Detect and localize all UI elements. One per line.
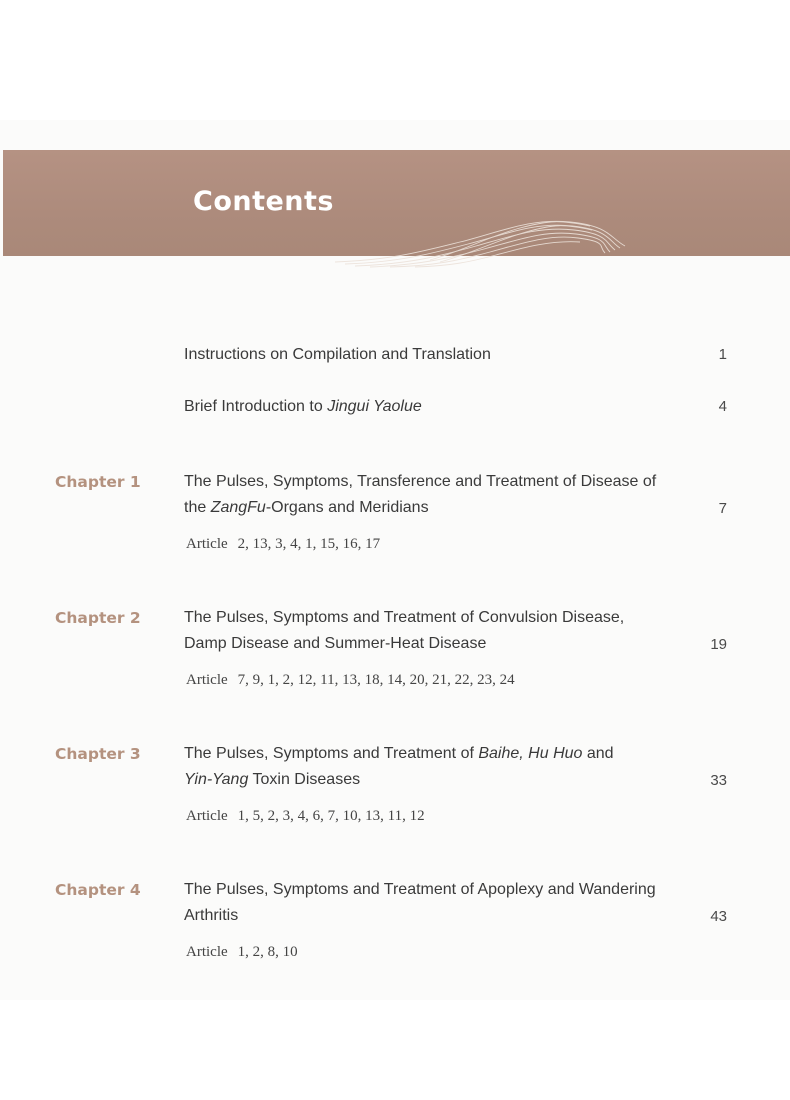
toc-entry-introduction[interactable] <box>184 394 422 420</box>
article-numbers: 7, 9, 1, 2, 12, 11, 13, 18, 14, 20, 21, 22, 23, 24 <box>237 672 515 688</box>
chapter-2-title-line-2[interactable]: Damp Disease and Summer-Heat Disease <box>184 635 487 652</box>
page-title: Contents <box>193 186 335 217</box>
title-suffix: and <box>582 745 614 762</box>
toc-page-number: 1 <box>718 346 727 363</box>
chapter-4-title-line-2[interactable]: Arthritis <box>184 907 239 924</box>
toc-page-number: 4 <box>718 398 727 415</box>
title-prefix: the <box>184 499 211 516</box>
toc-entry-instructions[interactable] <box>184 342 491 368</box>
chapter-4-title-line-1[interactable]: The Pulses, Symptoms and Treatment of Apoplexy and Wandering <box>184 881 656 898</box>
toc-page-number: 43 <box>710 908 727 925</box>
title-italic: Yin-Yang <box>184 771 249 788</box>
chapter-3-articles <box>186 808 425 825</box>
article-numbers: 2, 13, 3, 4, 1, 15, 16, 17 <box>237 536 381 552</box>
title-suffix: Toxin Diseases <box>248 771 361 788</box>
wave-ornament-icon <box>330 212 630 268</box>
chapter-3-title-line-2[interactable] <box>184 767 360 793</box>
toc-entry-title-italic: Jingui Yaolue <box>327 398 422 415</box>
toc-page-number: 19 <box>710 636 727 653</box>
chapter-1-title-line-2[interactable] <box>184 495 429 521</box>
article-numbers: 1, 5, 2, 3, 4, 6, 7, 10, 13, 11, 12 <box>237 808 425 824</box>
chapter-label: Chapter 1 <box>55 473 141 491</box>
article-word: Article <box>186 536 228 552</box>
title-suffix: -Organs and Meridians <box>265 499 429 516</box>
chapter-1-title-line-1[interactable]: The Pulses, Symptoms, Transference and Treatment of Disease of <box>184 473 657 490</box>
chapter-4-articles <box>186 944 298 961</box>
article-word: Article <box>186 672 228 688</box>
chapter-label: Chapter 2 <box>55 609 141 627</box>
toc-page-number: 7 <box>718 500 727 517</box>
article-word: Article <box>186 944 228 960</box>
chapter-2-title-line-1[interactable]: The Pulses, Symptoms and Treatment of Convulsion Disease, <box>184 609 625 626</box>
chapter-label: Chapter 4 <box>55 881 141 899</box>
article-numbers: 1, 2, 8, 10 <box>237 944 298 960</box>
article-word: Article <box>186 808 228 824</box>
chapter-1-articles <box>186 536 380 553</box>
title-italic: Baihe, Hu Huo <box>478 745 583 762</box>
toc-entry-title: Instructions on Compilation and Translation <box>184 346 491 363</box>
title-italic: ZangFu <box>210 499 266 516</box>
toc-entry-title-prefix: Brief Introduction to <box>184 398 328 415</box>
title-prefix: The Pulses, Symptoms and Treatment of <box>184 745 479 762</box>
toc-page-number: 33 <box>710 772 727 789</box>
chapter-2-articles <box>186 672 515 689</box>
chapter-label: Chapter 3 <box>55 745 141 763</box>
chapter-3-title-line-1[interactable] <box>184 741 614 767</box>
